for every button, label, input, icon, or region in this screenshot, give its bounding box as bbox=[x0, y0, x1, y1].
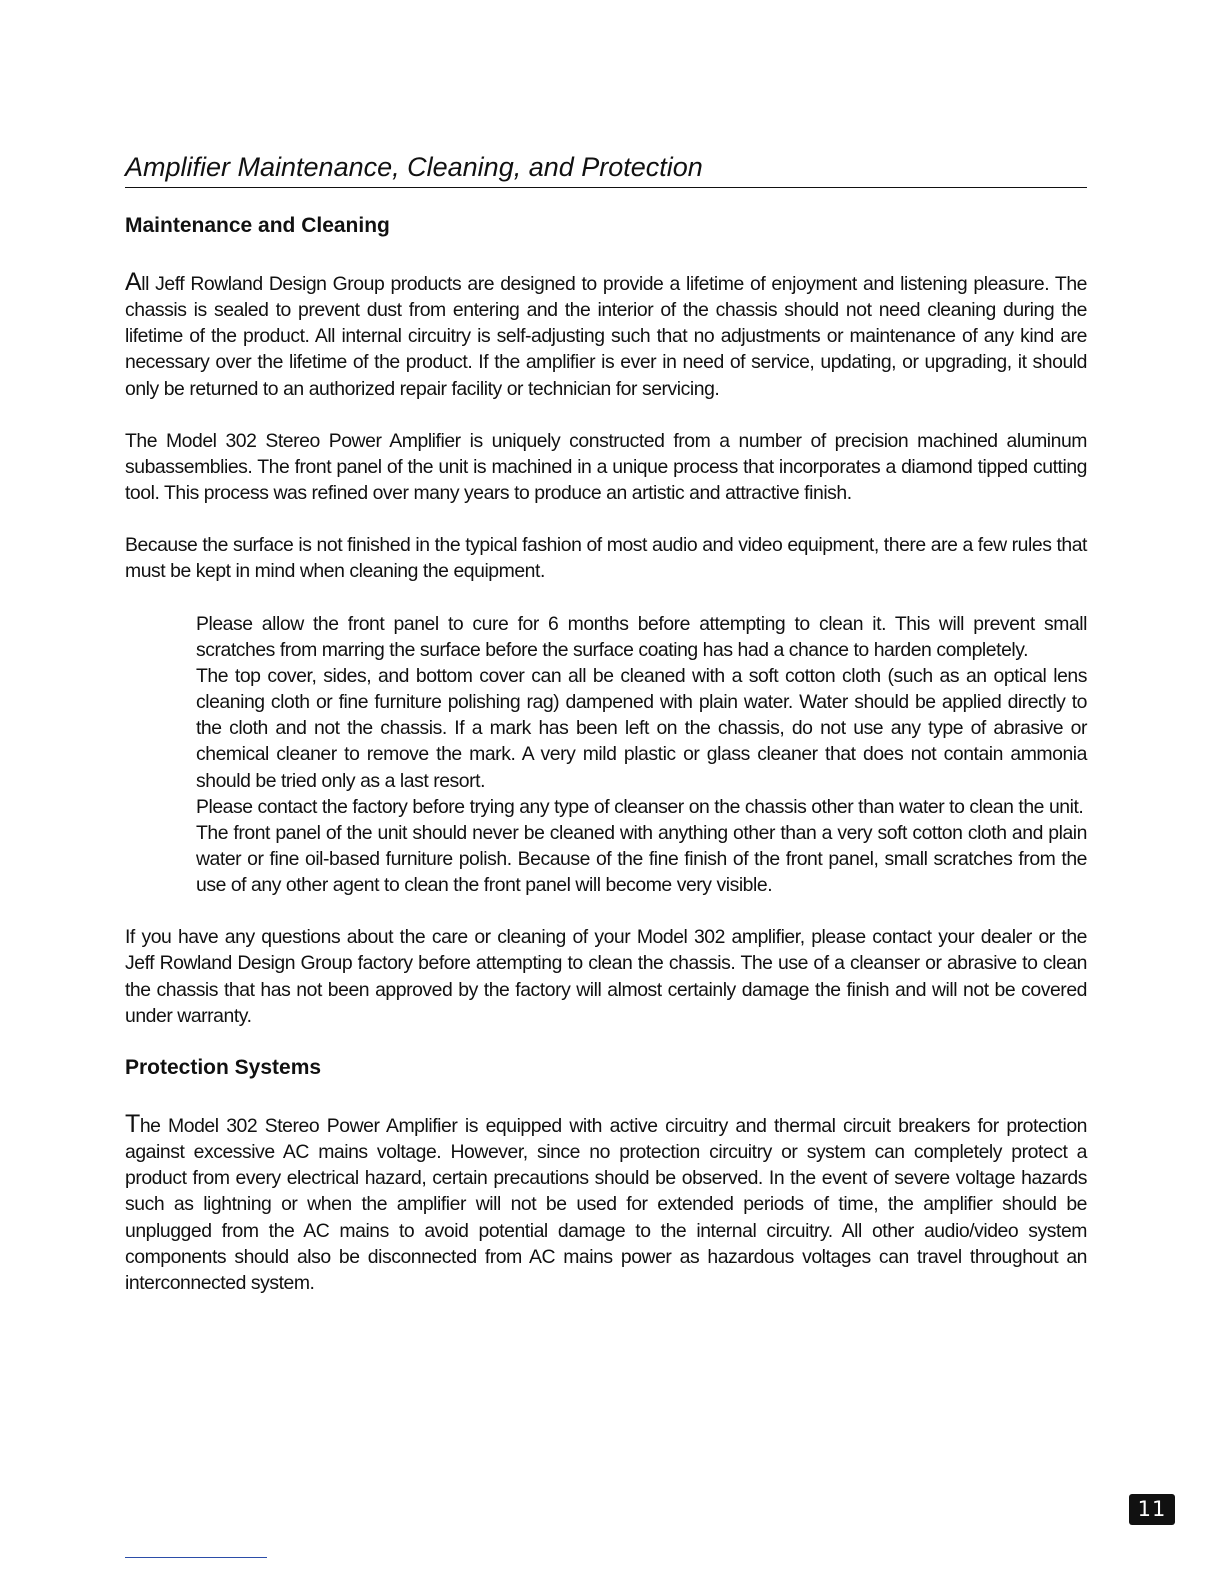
protection-heading: Protection Systems bbox=[125, 1055, 322, 1079]
cleaning-rule-item: Please contact the factory before trying any type of cleanser on the chassis other than water to clean the unit. bbox=[196, 795, 1084, 818]
care-questions-paragraph: If you have any questions about the care or cleaning of your Model 302 amplifier, please contact your dealer or the Jeff Rowland Design Group factory before attempting to clean the chassis. The use of a cleanser or abrasive to clean the chassis that has not been approved by the factory will almost certainly damage the finish and will not be covered under warranty. bbox=[125, 926, 1087, 1027]
page-number-badge: 11 bbox=[1129, 1494, 1175, 1525]
dropcap-a: A bbox=[125, 268, 142, 296]
construction-paragraph: The Model 302 Stereo Power Amplifier is uniquely constructed from a number of precision machined aluminum subassemblies. The front panel of the unit is machined in a unique process that incorporates a diamond tipped cutting tool. This process was refined over many years to produce an artistic and attractive finish. bbox=[125, 429, 1087, 505]
footnote-divider bbox=[125, 1557, 267, 1558]
maintenance-intro-text: ll Jeff Rowland Design Group products are designed to provide a lifetime of enjoyment and listening pleasure. The chassis is sealed to prevent dust from entering and the interior of the chassis should not need cleaning during the lifetime of the product. All internal circuitry is self-adjusting such that no adjustments or maintenance of any kind are necessary over the lifetime of the product. If the amplifier is ever in need of service, updating, or upgrading, it should only be returned to an authorized repair facility or technician for servicing. bbox=[125, 273, 1087, 400]
protection-paragraph bbox=[125, 1109, 1087, 1296]
cleaning-rules-list bbox=[196, 611, 1087, 899]
maintenance-heading: Maintenance and Cleaning bbox=[125, 214, 390, 237]
cleaning-rule-item: The front panel of the unit should never be cleaned with anything other than a very soft cotton cloth and plain water or fine oil-based furniture polish. Because of the fine finish of the front panel, small scratches from the use of any other agent to clean the front panel will become very visible. bbox=[196, 821, 1087, 897]
page-title: Amplifier Maintenance, Cleaning, and Protection bbox=[125, 150, 1087, 188]
maintenance-intro-paragraph bbox=[125, 268, 1087, 402]
protection-text: he Model 302 Stereo Power Amplifier is equipped with active circuitry and thermal circuit breakers for protection against excessive AC mains voltage. However, since no protection circuitry or system can completely protect a product from every electrical hazard, certain precautions should be observed. In the event of severe voltage hazards such as lightning or when the amplifier will not be used for extended periods of time, the amplifier should be unplugged from the AC mains to avoid potential damage to the internal circuitry. All other audio/video system components should also be disconnected from AC mains power as hazardous voltages can travel throughout an interconnected system. bbox=[125, 1114, 1087, 1294]
cleaning-rule-item: Please allow the front panel to cure for 6 months before attempting to clean it. This will prevent small scratches from marring the surface before the surface coating has had a chance to harden completely. bbox=[196, 612, 1087, 661]
cleaning-rules-intro: Because the surface is not finished in the typical fashion of most audio and video equipment, there are a few rules that must be kept in mind when cleaning the equipment. bbox=[125, 534, 1087, 583]
document-page bbox=[125, 150, 1087, 1296]
dropcap-t: T bbox=[125, 1109, 140, 1138]
cleaning-rule-item: The top cover, sides, and bottom cover can all be cleaned with a soft cotton cloth (such as an optical lens cleaning cloth or fine furniture polishing rag) dampened with plain water. Water should be applied directly to the cloth and not the chassis. If a mark has been left on the chassis, do not use any type of abrasive or chemical cleaner to remove the mark. A very mild plastic or glass cleaner that does not contain ammonia should be tried only as a last resort. bbox=[196, 664, 1087, 792]
